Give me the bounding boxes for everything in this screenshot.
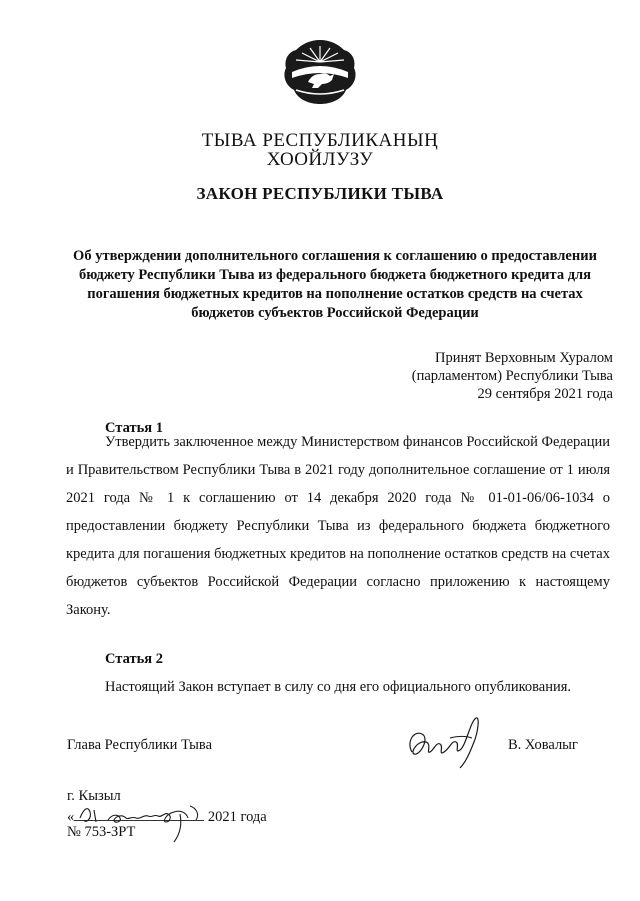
parliament-name-line-2: ХООЙЛУЗУ <box>266 149 374 170</box>
city: г. Кызыл <box>67 788 121 804</box>
date-open-quote: « <box>67 809 75 825</box>
law-subject-line: бюджетов субъектов Российской Федерации <box>191 305 479 321</box>
law-subject-line: Об утверждении дополнительного соглашения к соглашению о предоставлении <box>73 248 597 264</box>
law-number: № 753-ЗРТ <box>67 824 136 840</box>
adoption-line: Принят Верховным Хуралом <box>435 350 613 366</box>
signatory-position: Глава Республики Тыва <box>67 737 213 753</box>
date-year: 2021 года <box>207 809 267 825</box>
adoption-note <box>412 349 613 403</box>
adoption-date: 29 сентября 2021 года <box>477 386 613 402</box>
law-title: ЗАКОН РЕСПУБЛИКИ ТЫВА <box>196 184 444 203</box>
law-subject <box>58 247 612 323</box>
article-2-heading: Статья 2 <box>105 651 163 667</box>
handwritten-signature-icon <box>400 712 495 772</box>
tuva-coat-of-arms-icon <box>282 38 358 106</box>
signatory-name: В. Ховалыг <box>508 737 578 753</box>
article-1-text: Утвердить заключенное между Министерством финансов Российской Федерации и Правительством Республики Тыва в 2021 году дополнительное соглашение от 1 июля 2021 года № 1 к соглашению от 14 декабря 2020 года № 01-01-06/06-1034 о предоставлении бюджету Республики Тыва из федерального бюджета бюджетного кредита для погашения бюджетных кредитов на пополнение остатков средств на счетах бюджетов субъектов Российской Федерации согласно приложению к настоящему Закону. <box>66 434 610 618</box>
parliament-name-line-1: ТЫВА РЕСПУБЛИКАНЫҢ <box>201 130 439 151</box>
law-subject-line: погашения бюджетных кредитов на пополнение остатков средств на счетах <box>87 286 583 302</box>
article-1-heading: Статья 1 <box>105 420 163 436</box>
law-subject-line: бюджету Республики Тыва из федерального бюджета бюджетного кредита для <box>78 267 592 283</box>
adoption-line: (парламентом) Республики Тыва <box>411 368 613 384</box>
article-2-text: Настоящий Закон вступает в силу со дня его официального опубликования. <box>105 679 572 695</box>
